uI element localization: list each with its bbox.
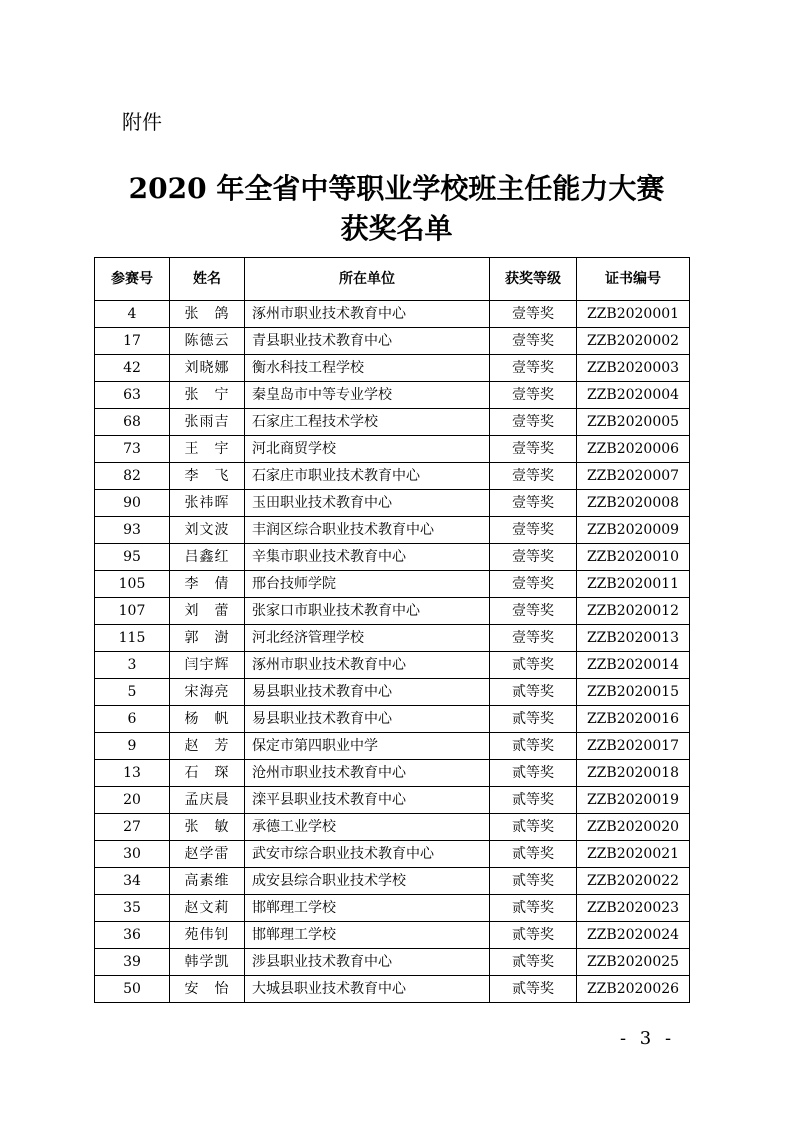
- cell-award-level: 壹等奖: [490, 490, 577, 517]
- cell-unit: 涿州市职业技术教育中心: [245, 301, 490, 328]
- cell-entry-number: 20: [95, 787, 170, 814]
- cell-certificate-number: ZZB2020010: [577, 544, 690, 571]
- table-row: [95, 949, 690, 976]
- cell-entry-number: 68: [95, 409, 170, 436]
- cell-entry-number: 95: [95, 544, 170, 571]
- cell-certificate-number: ZZB2020017: [577, 733, 690, 760]
- table-row: [95, 976, 690, 1003]
- table-row: [95, 355, 690, 382]
- awards-table: [94, 257, 690, 1003]
- cell-unit: 青县职业技术教育中心: [245, 328, 490, 355]
- header-name: 姓名: [170, 258, 245, 301]
- cell-certificate-number: ZZB2020016: [577, 706, 690, 733]
- cell-certificate-number: ZZB2020018: [577, 760, 690, 787]
- header-unit: 所在单位: [245, 258, 490, 301]
- cell-entry-number: 35: [95, 895, 170, 922]
- cell-award-level: 壹等奖: [490, 571, 577, 598]
- cell-entry-number: 82: [95, 463, 170, 490]
- cell-unit: 易县职业技术教育中心: [245, 679, 490, 706]
- cell-award-level: 贰等奖: [490, 841, 577, 868]
- cell-certificate-number: ZZB2020024: [577, 922, 690, 949]
- cell-unit: 衡水科技工程学校: [245, 355, 490, 382]
- header-entry-number: 参赛号: [95, 258, 170, 301]
- cell-certificate-number: ZZB2020004: [577, 382, 690, 409]
- table-row: [95, 625, 690, 652]
- cell-entry-number: 115: [95, 625, 170, 652]
- cell-award-level: 壹等奖: [490, 598, 577, 625]
- cell-unit: 易县职业技术教育中心: [245, 706, 490, 733]
- table-row: [95, 787, 690, 814]
- cell-name: 赵学雷: [170, 841, 245, 868]
- cell-entry-number: 90: [95, 490, 170, 517]
- table-header-row: [95, 258, 690, 301]
- cell-award-level: 贰等奖: [490, 760, 577, 787]
- cell-award-level: 贰等奖: [490, 652, 577, 679]
- cell-certificate-number: ZZB2020020: [577, 814, 690, 841]
- cell-award-level: 壹等奖: [490, 382, 577, 409]
- cell-award-level: 贰等奖: [490, 868, 577, 895]
- cell-unit: 河北商贸学校: [245, 436, 490, 463]
- cell-name: 赵 芳: [170, 733, 245, 760]
- cell-entry-number: 27: [95, 814, 170, 841]
- cell-entry-number: 5: [95, 679, 170, 706]
- document-title: 2020 年全省中等职业学校班主任能力大赛: [128, 172, 665, 205]
- table-row: [95, 544, 690, 571]
- cell-certificate-number: ZZB2020011: [577, 571, 690, 598]
- cell-entry-number: 4: [95, 301, 170, 328]
- table-row: [95, 652, 690, 679]
- cell-unit: 承德工业学校: [245, 814, 490, 841]
- cell-name: 张 敏: [170, 814, 245, 841]
- cell-unit: 张家口市职业技术教育中心: [245, 598, 490, 625]
- cell-certificate-number: ZZB2020007: [577, 463, 690, 490]
- table-row: [95, 436, 690, 463]
- cell-unit: 沧州市职业技术教育中心: [245, 760, 490, 787]
- table-row: [95, 571, 690, 598]
- table-row: [95, 814, 690, 841]
- table-row: [95, 598, 690, 625]
- cell-entry-number: 73: [95, 436, 170, 463]
- cell-certificate-number: ZZB2020014: [577, 652, 690, 679]
- cell-name: 李 倩: [170, 571, 245, 598]
- cell-entry-number: 9: [95, 733, 170, 760]
- table-row: [95, 706, 690, 733]
- cell-name: 刘文波: [170, 517, 245, 544]
- cell-award-level: 贰等奖: [490, 679, 577, 706]
- table-row: [95, 760, 690, 787]
- cell-entry-number: 3: [95, 652, 170, 679]
- table-row: [95, 841, 690, 868]
- cell-unit: 邯郸理工学校: [245, 895, 490, 922]
- cell-certificate-number: ZZB2020006: [577, 436, 690, 463]
- cell-award-level: 壹等奖: [490, 517, 577, 544]
- cell-name: 杨 帆: [170, 706, 245, 733]
- cell-name: 张 鸽: [170, 301, 245, 328]
- cell-award-level: 贰等奖: [490, 895, 577, 922]
- cell-name: 闫宇辉: [170, 652, 245, 679]
- cell-unit: 石家庄工程技术学校: [245, 409, 490, 436]
- cell-entry-number: 63: [95, 382, 170, 409]
- table-row: [95, 733, 690, 760]
- cell-entry-number: 36: [95, 922, 170, 949]
- cell-award-level: 贰等奖: [490, 706, 577, 733]
- cell-name: 宋海亮: [170, 679, 245, 706]
- cell-award-level: 壹等奖: [490, 625, 577, 652]
- table-row: [95, 517, 690, 544]
- document-subtitle: 获奖名单: [340, 212, 453, 245]
- cell-name: 张雨吉: [170, 409, 245, 436]
- cell-unit: 玉田职业技术教育中心: [245, 490, 490, 517]
- cell-name: 石 琛: [170, 760, 245, 787]
- table-row: [95, 868, 690, 895]
- cell-certificate-number: ZZB2020023: [577, 895, 690, 922]
- table-row: [95, 409, 690, 436]
- cell-entry-number: 34: [95, 868, 170, 895]
- cell-entry-number: 39: [95, 949, 170, 976]
- cell-award-level: 贰等奖: [490, 733, 577, 760]
- cell-entry-number: 13: [95, 760, 170, 787]
- cell-award-level: 壹等奖: [490, 301, 577, 328]
- cell-unit: 石家庄市职业技术教育中心: [245, 463, 490, 490]
- cell-unit: 秦皇岛市中等专业学校: [245, 382, 490, 409]
- cell-unit: 保定市第四职业中学: [245, 733, 490, 760]
- cell-entry-number: 30: [95, 841, 170, 868]
- cell-award-level: 贰等奖: [490, 787, 577, 814]
- cell-award-level: 贰等奖: [490, 814, 577, 841]
- cell-unit: 涉县职业技术教育中心: [245, 949, 490, 976]
- cell-certificate-number: ZZB2020025: [577, 949, 690, 976]
- table-row: [95, 463, 690, 490]
- cell-award-level: 贰等奖: [490, 922, 577, 949]
- cell-award-level: 贰等奖: [490, 949, 577, 976]
- cell-unit: 辛集市职业技术教育中心: [245, 544, 490, 571]
- cell-name: 吕鑫红: [170, 544, 245, 571]
- cell-unit: 武安市综合职业技术教育中心: [245, 841, 490, 868]
- cell-unit: 河北经济管理学校: [245, 625, 490, 652]
- table-row: [95, 895, 690, 922]
- page-number: - 3 -: [620, 1028, 676, 1049]
- cell-name: 苑伟钊: [170, 922, 245, 949]
- cell-unit: 滦平县职业技术教育中心: [245, 787, 490, 814]
- table-row: [95, 301, 690, 328]
- cell-unit: 邢台技师学院: [245, 571, 490, 598]
- cell-award-level: 壹等奖: [490, 409, 577, 436]
- cell-award-level: 壹等奖: [490, 544, 577, 571]
- cell-name: 李 飞: [170, 463, 245, 490]
- cell-name: 陈德云: [170, 328, 245, 355]
- cell-certificate-number: ZZB2020022: [577, 868, 690, 895]
- cell-unit: 丰润区综合职业技术教育中心: [245, 517, 490, 544]
- cell-certificate-number: ZZB2020019: [577, 787, 690, 814]
- cell-certificate-number: ZZB2020026: [577, 976, 690, 1003]
- cell-unit: 邯郸理工学校: [245, 922, 490, 949]
- cell-unit: 涿州市职业技术教育中心: [245, 652, 490, 679]
- cell-award-level: 壹等奖: [490, 463, 577, 490]
- cell-entry-number: 105: [95, 571, 170, 598]
- cell-certificate-number: ZZB2020008: [577, 490, 690, 517]
- cell-name: 安 怡: [170, 976, 245, 1003]
- cell-certificate-number: ZZB2020005: [577, 409, 690, 436]
- cell-entry-number: 6: [95, 706, 170, 733]
- cell-name: 张祎晖: [170, 490, 245, 517]
- attachment-label: 附件: [122, 110, 162, 134]
- cell-entry-number: 93: [95, 517, 170, 544]
- cell-name: 高素维: [170, 868, 245, 895]
- cell-name: 韩学凯: [170, 949, 245, 976]
- cell-certificate-number: ZZB2020012: [577, 598, 690, 625]
- cell-unit: 大城县职业技术教育中心: [245, 976, 490, 1003]
- table-row: [95, 382, 690, 409]
- cell-certificate-number: ZZB2020001: [577, 301, 690, 328]
- table-row: [95, 490, 690, 517]
- cell-unit: 成安县综合职业技术学校: [245, 868, 490, 895]
- cell-name: 刘晓娜: [170, 355, 245, 382]
- header-award-level: 获奖等级: [490, 258, 577, 301]
- cell-entry-number: 42: [95, 355, 170, 382]
- cell-name: 赵文莉: [170, 895, 245, 922]
- cell-award-level: 壹等奖: [490, 355, 577, 382]
- table-row: [95, 922, 690, 949]
- header-certificate-number: 证书编号: [577, 258, 690, 301]
- cell-name: 刘 蕾: [170, 598, 245, 625]
- cell-award-level: 贰等奖: [490, 976, 577, 1003]
- cell-name: 郭 澍: [170, 625, 245, 652]
- cell-certificate-number: ZZB2020002: [577, 328, 690, 355]
- cell-entry-number: 50: [95, 976, 170, 1003]
- cell-entry-number: 107: [95, 598, 170, 625]
- cell-certificate-number: ZZB2020013: [577, 625, 690, 652]
- cell-name: 王 宇: [170, 436, 245, 463]
- cell-name: 孟庆晨: [170, 787, 245, 814]
- cell-award-level: 壹等奖: [490, 328, 577, 355]
- cell-certificate-number: ZZB2020009: [577, 517, 690, 544]
- cell-name: 张 宁: [170, 382, 245, 409]
- cell-certificate-number: ZZB2020021: [577, 841, 690, 868]
- cell-entry-number: 17: [95, 328, 170, 355]
- cell-certificate-number: ZZB2020003: [577, 355, 690, 382]
- table-row: [95, 679, 690, 706]
- table-row: [95, 328, 690, 355]
- cell-certificate-number: ZZB2020015: [577, 679, 690, 706]
- cell-award-level: 壹等奖: [490, 436, 577, 463]
